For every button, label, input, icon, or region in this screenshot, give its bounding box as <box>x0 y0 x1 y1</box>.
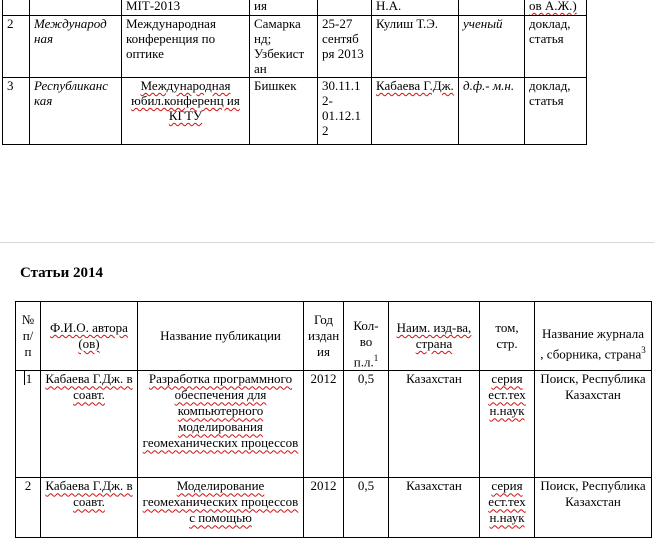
column-header <box>344 302 389 371</box>
cell: Международ ная <box>30 16 122 78</box>
column-header: Название публикации <box>138 302 304 371</box>
cell: Кабаева Г.Дж. <box>372 78 459 145</box>
cell: Международная юбил.конференц ия КГТУ <box>122 78 250 145</box>
cell: Республиканс кая <box>30 78 122 145</box>
text-cursor <box>24 371 25 385</box>
cell: МІТ-2013 <box>122 0 250 16</box>
cell: доклад, статья <box>525 16 587 78</box>
cell: Н.А. <box>372 0 459 16</box>
cell <box>3 0 30 16</box>
cell: Кабаева Г.Дж. в соавт. <box>41 371 138 478</box>
section-title: Статьи 2014 <box>20 265 103 281</box>
table-row <box>16 478 652 538</box>
cell: Казахстан <box>389 371 480 478</box>
cell: Кулиш Т.Э. <box>372 16 459 78</box>
cell: ия <box>250 0 318 16</box>
cell <box>318 0 372 16</box>
table-row <box>16 371 652 478</box>
cell: Самарка нд; Узбекист ан <box>250 16 318 78</box>
cell: доклад, статья <box>525 78 587 145</box>
cell: 30.11.1 2- 01.12.1 2 <box>318 78 372 145</box>
cell: Бишкек <box>250 78 318 145</box>
table-row <box>3 0 587 16</box>
cell <box>30 0 122 16</box>
cell: Международная конференция по оптике <box>122 16 250 78</box>
cell-text: 1 <box>25 371 33 387</box>
cell: серия ест.тех н.наук <box>480 371 535 478</box>
cell: ученый <box>459 16 525 78</box>
cell: Поиск, Республика Казахстан <box>535 371 652 478</box>
cell: 0,5 <box>344 478 389 538</box>
table-header-row <box>16 302 652 371</box>
column-header: Год издан ия <box>304 302 344 371</box>
cell: 3 <box>3 78 30 145</box>
cell: 25-27 сентяб ря 2013 <box>318 16 372 78</box>
cell: серия ест.тех н.наук <box>480 478 535 538</box>
column-header: Наим. изд-ва, страна <box>389 302 480 371</box>
column-header-text: Название журнала , сборника, страна <box>540 326 645 362</box>
cell <box>459 0 525 16</box>
table-row <box>3 78 587 145</box>
cell: ов А.Ж.) <box>525 0 587 16</box>
conference-table <box>2 0 587 145</box>
cell: Разработка программного обеспечения для компьютерного моделирования геомеханических процессов <box>138 371 304 478</box>
column-header: том, стр. <box>480 302 535 371</box>
cell: 0,5 <box>344 371 389 478</box>
footnote-marker: 3 <box>641 345 646 355</box>
cell <box>16 371 41 478</box>
page-break <box>0 242 654 243</box>
cell: д.ф.- м.н. <box>459 78 525 145</box>
column-header: № п/ п <box>16 302 41 371</box>
cell: 2012 <box>304 371 344 478</box>
articles-table <box>15 301 652 538</box>
column-header-text: Кол- во п.л. <box>353 318 379 370</box>
column-header <box>535 302 652 371</box>
column-header: Ф.И.О. автора (ов) <box>41 302 138 371</box>
cell: 2 <box>3 16 30 78</box>
cell: 2012 <box>304 478 344 538</box>
cell: Кабаева Г.Дж. в соавт. <box>41 478 138 538</box>
table-row <box>3 16 587 78</box>
cell: Моделирование геомеханических процессов с помощью <box>138 478 304 538</box>
cell: Казахстан <box>389 478 480 538</box>
cell: Поиск, Республика Казахстан <box>535 478 652 538</box>
footnote-marker: 1 <box>373 353 379 363</box>
cell: 2 <box>16 478 41 538</box>
